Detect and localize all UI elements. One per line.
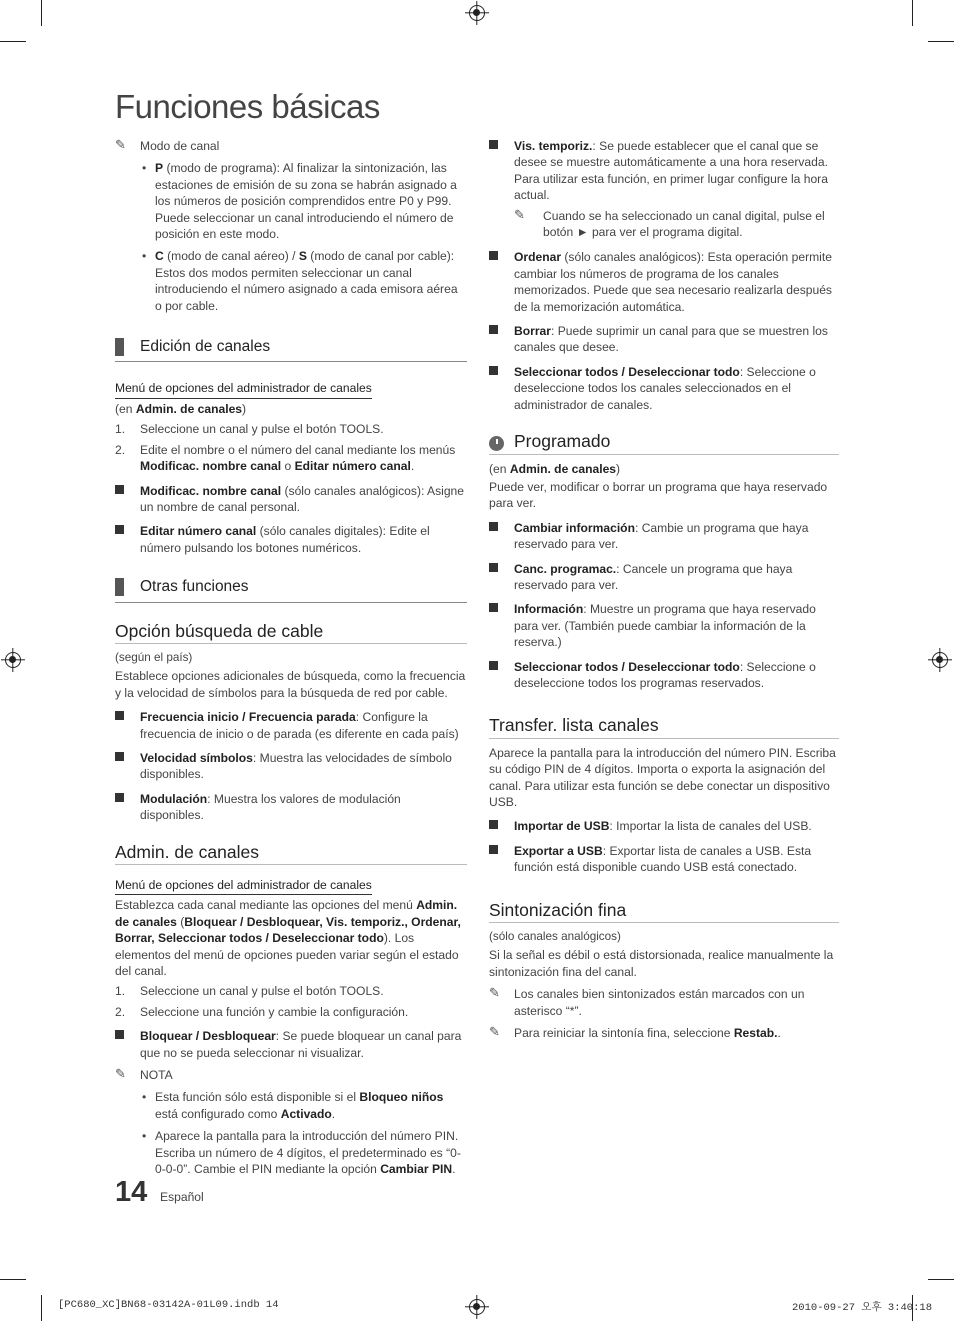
square-bullet-icon	[489, 140, 498, 149]
registration-mark-icon	[469, 1299, 485, 1315]
feature-item: Bloquear / Desbloquear: Se puede bloquear un canal para que no se pueda seleccionar ni visualizar.	[115, 1028, 467, 1061]
square-bullet-icon	[489, 325, 498, 334]
section-description: Si la señal es débil o está distorsionada, realice manualmente la sintonización fina del canal.	[489, 948, 834, 979]
feature-item: Vis. temporiz.: Se puede establecer que el canal que se desee se muestre automáticamente a una hora reservada. Para utilizar esta función, en primer lugar configure la hora actual.	[489, 138, 839, 204]
feature-item: Editar número canal (sólo canales digitales): Edite el número pulsando los botones numéricos.	[115, 523, 467, 556]
note-pencil-icon: ✎	[489, 985, 500, 1001]
square-bullet-icon	[489, 251, 498, 260]
square-bullet-icon	[115, 1030, 124, 1039]
context-note: (en Admin. de canales)	[489, 461, 621, 476]
feature-item: Modulación: Muestra los valores de modulación disponibles.	[115, 791, 467, 824]
square-bullet-icon	[115, 711, 124, 720]
feature-item: Frecuencia inicio / Frecuencia parada: Configure la frecuencia de inicio o de parada (es diferente en cada país)	[115, 709, 467, 742]
page-title: Funciones básicas	[115, 88, 380, 125]
section-heading-fina: Sintonización fina	[489, 902, 839, 923]
bullet-item: • Aparece la pantalla para la introducción del número PIN. Escriba un número de 4 dígitos, el predeterminado es “0-0-0-0”. Cambie el PIN mediante la opción Cambiar PIN.	[142, 1129, 461, 1177]
bullet-item: • Esta función sólo está disponible si el Bloqueo niños está configurado como Activado.	[142, 1090, 444, 1121]
feature-item: Modificac. nombre canal (sólo canales analógicos): Asigne un nombre de canal personal.	[115, 483, 467, 516]
heading-bar-icon	[115, 578, 124, 596]
square-bullet-icon	[489, 522, 498, 531]
feature-item: Velocidad símbolos: Muestra las velocidades de símbolo disponibles.	[115, 750, 467, 783]
bullet-item: • C (modo de canal aéreo) / S (modo de canal por cable): Estos dos modos permiten seleccionar un canal introduciendo el número asignado a cada emisora aérea o por cable.	[142, 249, 458, 313]
print-footer-right: 2010-09-27 오후 3:40:18	[792, 1302, 933, 1314]
section-description: Establezca cada canal mediante las opciones del menú Admin. de canales (Bloquear / Desbloquear, Vis. temporiz., Ordenar, Borrar, Seleccionar todos / Deseleccionar todo). Los elementos del menú de opciones pueden variar según el estado del canal.	[115, 898, 461, 979]
bullet-item: • P (modo de programa): Al finalizar la sintonización, las estaciones de emisión de su zona se habrán asignado a los números de posición comprendidos entre P0 y P99. Puede seleccionar un canal introduciendo el número de posición en este modo.	[142, 161, 457, 242]
analog-note: (sólo canales analógicos)	[489, 930, 621, 944]
context-note: (en Admin. de canales)	[115, 401, 247, 416]
feature-item: Importar de USB: Importar la lista de canales del USB.	[489, 818, 839, 834]
square-bullet-icon	[489, 661, 498, 670]
bullet-dot-icon: •	[142, 161, 147, 176]
registration-mark-icon	[932, 652, 948, 668]
clock-icon	[489, 436, 504, 451]
right-column	[489, 138, 839, 1041]
section-heading-edicion: Edición de canales	[115, 334, 467, 362]
crop-mark	[928, 41, 954, 42]
crop-mark	[0, 41, 26, 42]
feature-item: Cambiar información: Cambie un programa que haya reservado para ver.	[489, 520, 839, 553]
section-heading-cable: Opción búsqueda de cable	[115, 623, 467, 644]
menu-path: Menú de opciones del administrador de canales	[115, 877, 372, 895]
feature-item: Exportar a USB: Exportar lista de canales a USB. Esta función está disponible cuando USB está conectado.	[489, 843, 839, 876]
square-bullet-icon	[115, 525, 124, 534]
heading-bar-icon	[115, 338, 124, 356]
note-nota: ✎ NOTA	[115, 1066, 173, 1083]
note-pencil-icon: ✎	[115, 1066, 126, 1082]
section-description: Puede ver, modificar o borrar un programa que haya reservado para ver.	[489, 479, 828, 511]
crop-mark	[0, 1279, 26, 1280]
square-bullet-icon	[489, 603, 498, 612]
page-number: 14	[115, 1176, 148, 1208]
section-heading-admin: Admin. de canales	[115, 844, 467, 865]
square-bullet-icon	[489, 563, 498, 572]
registration-mark-icon	[469, 5, 485, 21]
crop-mark	[41, 0, 42, 26]
square-bullet-icon	[489, 845, 498, 854]
feature-item: Borrar: Puede suprimir un canal para que se muestren los canales que desee.	[489, 323, 839, 356]
crop-mark	[912, 0, 913, 26]
square-bullet-icon	[115, 485, 124, 494]
crop-mark	[41, 1295, 42, 1321]
note-pencil-icon: ✎	[489, 1024, 500, 1040]
crop-mark	[928, 1279, 954, 1280]
page-language: Español	[160, 1190, 204, 1204]
country-note: (según el país)	[115, 650, 193, 664]
square-bullet-icon	[489, 820, 498, 829]
square-bullet-icon	[115, 793, 124, 802]
step-item: 2. Edite el nombre o el número del canal mediante los menús Modificac. nombre canal o Editar número canal.	[115, 442, 456, 474]
square-bullet-icon	[115, 752, 124, 761]
feature-item: Seleccionar todos / Deseleccionar todo: Seleccione o deseleccione todos los programas reservados.	[489, 659, 839, 692]
section-heading-otras: Otras funciones	[115, 574, 467, 602]
section-description: Aparece la pantalla para la introducción del número PIN. Escriba su código PIN de 4 dígitos. Importa o exporta la asignación del canal. Para utilizar esta función se debe conectar un dispositivo USB.	[489, 745, 836, 809]
bullet-dot-icon: •	[142, 1129, 147, 1144]
bullet-dot-icon: •	[142, 249, 147, 264]
section-heading-transfer: Transfer. lista canales	[489, 717, 839, 738]
feature-item: Canc. programac.: Cancele un programa que haya reservado para ver.	[489, 561, 839, 594]
note-temporiz: ✎ Cuando se ha seleccionado un canal digital, pulse el botón ► para ver el programa digital.	[514, 206, 825, 240]
square-bullet-icon	[489, 366, 498, 375]
menu-path: Menú de opciones del administrador de canales	[115, 380, 372, 398]
note-fina-1: ✎ Los canales bien sintonizados están marcados con un asterisco “*”.	[489, 985, 805, 1018]
section-heading-programado: Programado	[489, 433, 839, 454]
registration-mark-icon	[5, 652, 21, 668]
step-item: 1. Seleccione un canal y pulse el botón TOOLS.	[115, 422, 384, 437]
step-item: 2. Seleccione una función y cambie la configuración.	[115, 1004, 409, 1019]
left-column	[115, 138, 467, 1178]
step-item: 1. Seleccione un canal y pulse el botón TOOLS.	[115, 984, 384, 999]
bullet-dot-icon: •	[142, 1090, 147, 1105]
section-description: Establece opciones adicionales de búsqueda, como la frecuencia y la velocidad de símbolos para la búsqueda de red por cable.	[115, 669, 466, 700]
note-pencil-icon: ✎	[514, 206, 525, 222]
feature-item: Seleccionar todos / Deseleccionar todo: Seleccione o deseleccione todos los canales seleccionados en el administrador de canales.	[489, 364, 839, 413]
feature-item: Información: Muestre un programa que haya reservado para ver. (También puede cambiar la información de la reserva.)	[489, 601, 839, 650]
print-footer-left: [PC680_XC]BN68-03142A-01L09.indb 14	[58, 1299, 279, 1311]
note-modo-canal: ✎ Modo de canal	[115, 137, 220, 153]
feature-item: Ordenar (sólo canales analógicos): Esta operación permite cambiar los números de programa de los canales memorizados. Puede que sea necesario realizarla después de la memorización automática.	[489, 249, 839, 315]
note-fina-2: ✎ Para reiniciar la sintonía fina, seleccione Restab..	[489, 1024, 781, 1041]
note-pencil-icon: ✎	[115, 137, 126, 152]
